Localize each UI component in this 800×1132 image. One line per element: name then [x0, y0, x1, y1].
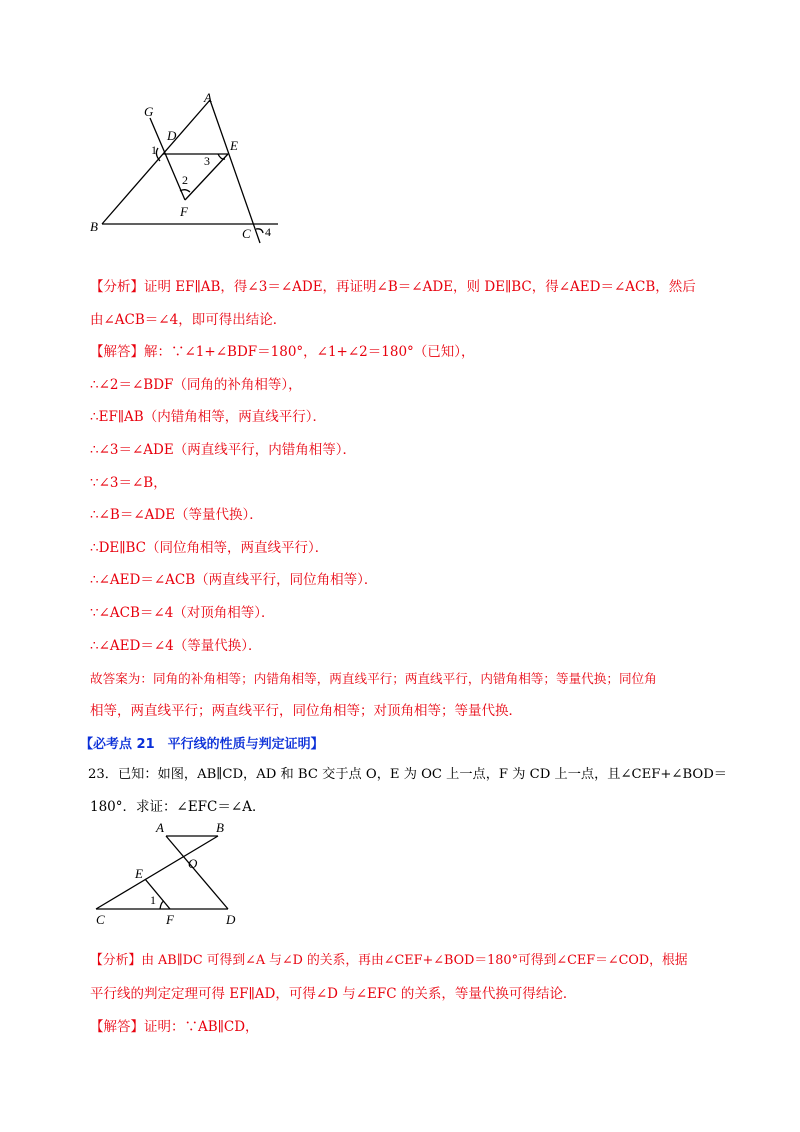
q22-answer-line1: 故答案为：同角的补角相等；内错角相等，两直线平行；两直线平行，内错角相等；等量代换；同位角	[90, 671, 657, 686]
label-A: A	[156, 820, 164, 835]
q23-problem-line2: 180°．求证：∠EFC＝∠A．	[90, 799, 266, 815]
label-B: B	[90, 219, 98, 234]
section-title: 【必考点 21 平行线的性质与判定证明】	[80, 737, 324, 752]
q22-solution-line: ∵∠3＝∠B，	[90, 475, 167, 491]
figure-triangle-1	[80, 88, 290, 248]
label-A: A	[204, 90, 212, 105]
label-G: G	[144, 104, 154, 119]
label-B: B	[216, 820, 224, 835]
q22-solution-line: ∴∠B＝∠ADE（等量代换）．	[90, 507, 263, 523]
label-D: D	[167, 128, 177, 143]
label-F: F	[166, 912, 174, 927]
label-D: D	[226, 912, 236, 927]
q22-solution-line: ∵∠ACB＝∠4（对顶角相等）．	[90, 605, 275, 621]
q22-answer-line2: 相等，两直线平行；两直线平行，同位角相等；对顶角相等；等量代换．	[90, 703, 522, 719]
q22-solution-line: ∴∠AED＝∠ACB（两直线平行，同位角相等）．	[90, 572, 378, 588]
label-C: C	[96, 912, 105, 927]
q22-solution-line: ∴DE∥BC（同位角相等，两直线平行）．	[90, 540, 329, 556]
angle-4-label: 4	[265, 225, 271, 239]
q22-analysis-line1: 【分析】证明 EF∥AB，得∠3＝∠ADE，再证明∠B＝∠ADE，则 DE∥BC，得∠AED＝∠ACB，然后	[90, 279, 696, 295]
q22-solution-line: ∴∠AED＝∠4（等量代换）．	[90, 638, 262, 654]
q23-problem-line1: 23．已知：如图，AB∥CD，AD 和 BC 交于点 O，E 为 OC 上一点，F 为 CD 上一点，且∠CEF+∠BOD＝	[88, 767, 727, 782]
label-O: O	[188, 856, 198, 871]
figure-parallel-2	[90, 820, 260, 940]
angle-2-label: 2	[182, 173, 188, 187]
q22-solution-line: ∴∠3＝∠ADE（两直线平行，内错角相等）．	[90, 442, 356, 458]
q23-analysis-line2: 平行线的判定定理可得 EF∥AD，可得∠D 与∠EFC 的关系，等量代换可得结论．	[90, 986, 577, 1002]
q23-analysis-line1: 【分析】由 AB∥DC 可得到∠A 与∠D 的关系，再由∠CEF+∠BOD＝180°可得到∠CEF＝∠COD，根据	[90, 953, 688, 968]
q23-solution-line1: 【解答】证明：∵AB∥CD，	[90, 1019, 259, 1035]
label-F: F	[180, 204, 188, 219]
label-E: E	[135, 866, 143, 881]
angle-1-label: 1	[151, 143, 157, 157]
q22-analysis-line2: 由∠ACB＝∠4，即可得出结论．	[90, 312, 287, 328]
q22-solution-line: ∴∠2＝∠BDF（同角的补角相等），	[90, 377, 302, 393]
label-E: E	[230, 138, 238, 153]
angle-1-label: 1	[150, 893, 156, 907]
q22-solution-line: ∴EF∥AB（内错角相等，两直线平行）．	[90, 409, 326, 425]
angle-3-label: 3	[204, 154, 210, 168]
q22-solution-line: 【解答】解：∵∠1+∠BDF＝180°，∠1+∠2＝180°（已知），	[90, 344, 475, 360]
label-C: C	[242, 226, 251, 241]
